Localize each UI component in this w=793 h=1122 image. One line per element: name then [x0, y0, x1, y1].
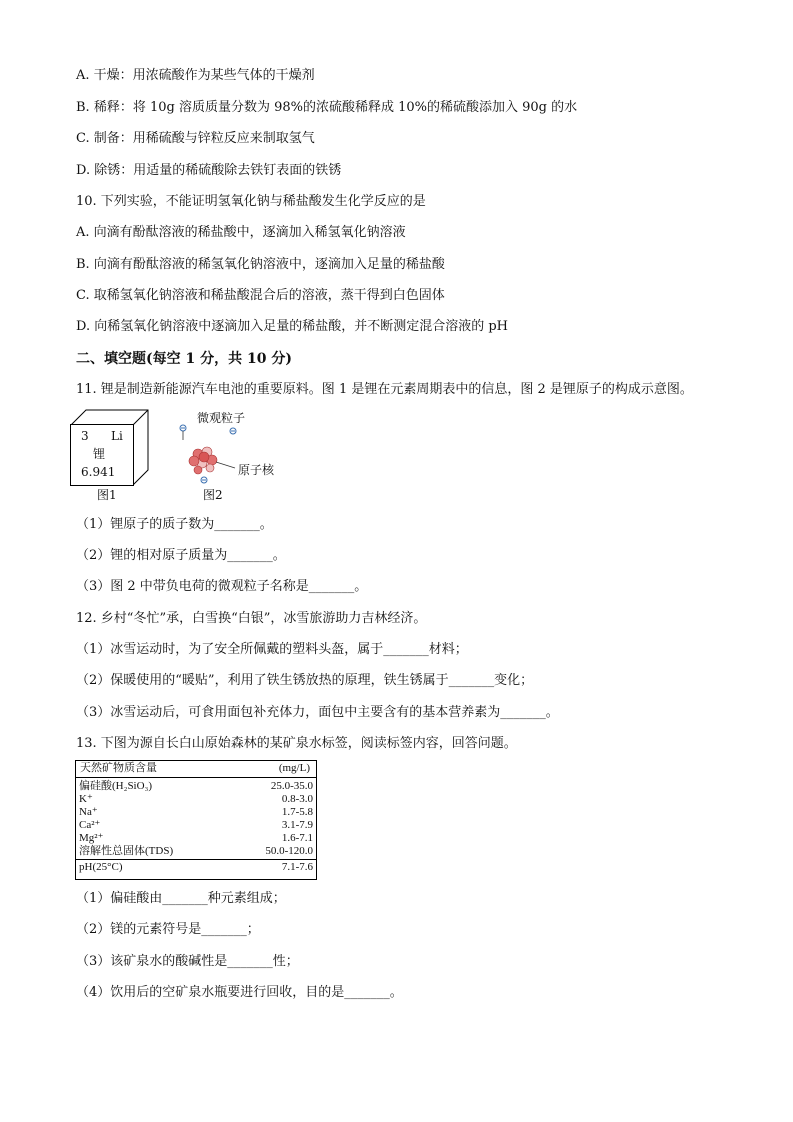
q13-item-2: （2）镁的元素符号是_______； [76, 922, 260, 937]
ph-value: 7.1-7.6 [281, 861, 313, 873]
row-value: 25.0-35.0 [270, 780, 313, 792]
nucleus-pointer-line [216, 462, 235, 468]
electron-icon [230, 428, 236, 434]
label-micro-particle: 微观粒子 [197, 411, 246, 425]
option-d-q10: D. 向稀氢氧化钠溶液中逐滴加入足量的稀盐酸，并不断测定混合溶液的 pH [76, 319, 509, 334]
row-name: 偏硅酸(H₂SiO₃) [79, 780, 153, 792]
atomic-mass: 6.941 [81, 465, 116, 479]
mineral-water-label-table [75, 760, 317, 880]
table-row [79, 846, 313, 857]
option-d-q9: D. 除锈：用适量的稀硫酸除去铁钉表面的铁锈 [76, 163, 342, 178]
section-heading: 二、填空题(每空 1 分，共 10 分) [76, 351, 292, 367]
q11-item-3: （3）图 2 中带负电荷的微观粒子名称是_______。 [76, 579, 368, 594]
table-row [79, 794, 313, 805]
row-name: K⁺ [79, 793, 93, 805]
figure-1-element-box [68, 408, 158, 490]
question-13-stem: 13. 下图为源自长白山原始森林的某矿泉水标签，阅读标签内容，回答问题。 [76, 736, 517, 751]
option-b-q10: B. 向滴有酚酞溶液的稀氢氧化钠溶液中，逐滴加入足量的稀盐酸 [76, 257, 445, 272]
option-c-q9: C. 制备：用稀硫酸与锌粒反应来制取氢气 [76, 131, 315, 146]
table-row [79, 820, 313, 831]
q13-item-3: （3）该矿泉水的酸碱性是_______性； [76, 954, 299, 969]
q13-item-4: （4）饮用后的空矿泉水瓶要进行回收，目的是_______。 [76, 985, 403, 1000]
ph-label: pH(25°C) [79, 861, 123, 873]
atomic-number: 3 [81, 429, 89, 443]
element-symbol: Li [111, 429, 123, 443]
question-11-stem: 11. 锂是制造新能源汽车电池的重要原料。图 1 是锂在元素周期表中的信息，图 2 是锂原子的构成示意图。 [76, 382, 693, 397]
row-value: 1.6-7.1 [281, 832, 313, 844]
table-row [79, 807, 313, 818]
question-10-stem: 10. 下列实验，不能证明氢氧化钠与稀盐酸发生化学反应的是 [76, 194, 426, 209]
option-a-q10: A. 向滴有酚酞溶液的稀盐酸中，逐滴加入稀氢氧化钠溶液 [76, 225, 406, 240]
option-b-q9: B. 稀释：将 10g 溶质质量分数为 98%的浓硫酸稀释成 10%的稀硫酸添加入 90g 的水 [76, 100, 578, 115]
table-ph-row [79, 862, 313, 876]
table-header-unit: (mg/L) [278, 762, 310, 774]
row-value: 1.7-5.8 [281, 806, 313, 818]
table-row [79, 781, 313, 792]
q12-item-3: （3）冰雪运动后，可食用面包补充体力，面包中主要含有的基本营养素为_______。 [76, 705, 559, 720]
row-name: Mg²⁺ [79, 832, 104, 844]
element-cell [70, 424, 134, 486]
row-value: 0.8-3.0 [281, 793, 313, 805]
q11-item-1: （1）锂原子的质子数为_______。 [76, 517, 273, 532]
question-12-stem: 12. 乡村“冬忙”承，白雪换“白银”，冰雪旅游助力吉林经济。 [76, 611, 427, 626]
electron-icon [201, 477, 207, 483]
figure-1-caption: 图1 [97, 488, 117, 502]
figure-2-caption: 图2 [203, 488, 223, 502]
row-name: 溶解性总固体(TDS) [79, 845, 174, 857]
q12-item-2: （2）保暖使用的“暖贴”，利用了铁生锈放热的原理，铁生锈属于_______变化； [76, 673, 534, 688]
table-row [79, 833, 313, 844]
electron-icon [180, 425, 186, 431]
option-a-q9: A. 干燥：用浓硫酸作为某些气体的干燥剂 [76, 68, 315, 83]
option-c-q10: C. 取稀氢氧化钠溶液和稀盐酸混合后的溶液，蒸干得到白色固体 [76, 288, 445, 303]
table-header-title: 天然矿物质含量 [80, 762, 157, 774]
row-value: 50.0-120.0 [265, 845, 313, 857]
q12-item-1: （1）冰雪运动时，为了安全所佩戴的塑料头盔，属于_______材料； [76, 642, 468, 657]
row-name: Na⁺ [79, 806, 98, 818]
q11-item-2: （2）锂的相对原子质量为_______。 [76, 548, 286, 563]
nucleus-icon [189, 447, 217, 474]
element-name: 锂 [93, 447, 106, 461]
label-nucleus: 原子核 [238, 463, 275, 477]
row-name: Ca²⁺ [79, 819, 101, 831]
q13-item-1: （1）偏硅酸由_______种元素组成； [76, 891, 286, 906]
table-body [76, 779, 316, 860]
row-value: 3.1-7.9 [281, 819, 313, 831]
table-header [76, 761, 316, 778]
